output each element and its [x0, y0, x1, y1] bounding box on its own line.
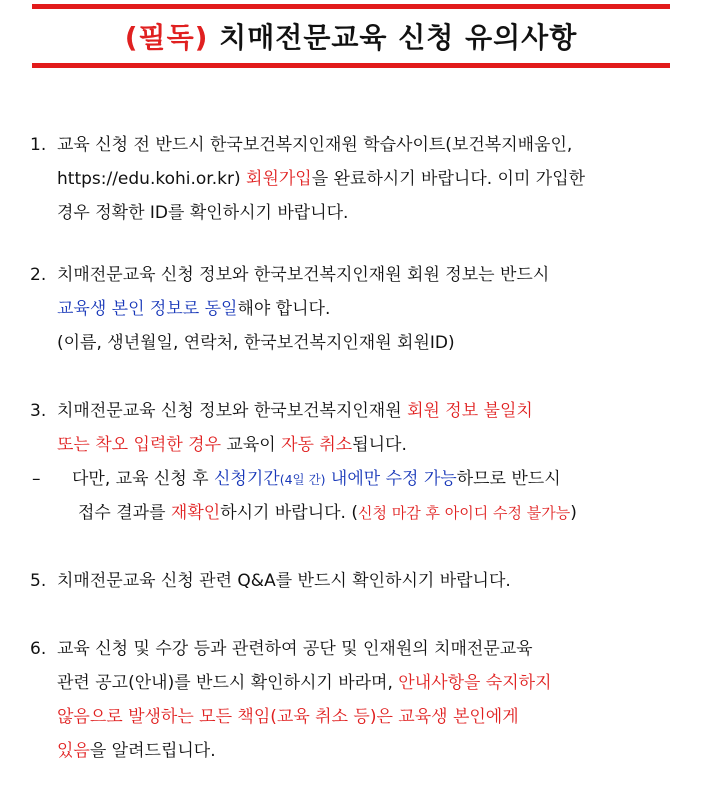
notice-item-3 [30, 394, 675, 530]
item-line: 하시기 바랍니다. ( [220, 503, 359, 523]
edit-window-highlight: 내에만 수정 가능 [325, 469, 457, 489]
exists-highlight: 있음 [57, 741, 90, 761]
sub-bullet-dash: – [32, 469, 41, 489]
item-line: 해야 합니다. [237, 299, 331, 319]
notice-item-2 [30, 258, 675, 360]
item-line: 하므로 반드시 [456, 469, 561, 489]
bottom-rule [32, 63, 670, 68]
wrong-input-highlight: 또는 착오 입력한 경우 [57, 435, 222, 455]
item-number: 3. [30, 401, 47, 421]
item-number: 6. [30, 639, 47, 659]
same-info-highlight: 교육생 본인 정보로 동일 [57, 299, 238, 319]
title-text: 치매전문교육 신청 유의사항 [208, 21, 578, 54]
item-number: 5. [30, 571, 47, 591]
item-line: (이름, 생년월일, 연락처, 한국보건복지인재원 회원ID) [57, 333, 455, 353]
item-line: 관련 공고(안내)를 반드시 확인하시기 바라며, [57, 673, 399, 693]
period-days: (4일 간) [279, 472, 326, 487]
item-line: 접수 결과를 [78, 503, 171, 523]
notice-item-1 [30, 128, 675, 230]
item-number: 1. [30, 135, 47, 155]
item-line: 치매전문교육 신청 관련 Q&A를 반드시 확인하시기 바랍니다. [57, 571, 511, 591]
notice-item-5 [30, 564, 675, 598]
no-edit-note: 신청 마감 후 아이디 수정 불가능 [358, 504, 571, 522]
signup-highlight: 회원가입 [246, 169, 312, 189]
top-rule [32, 4, 670, 9]
item-number: 2. [30, 265, 47, 285]
item-line: https://edu.kohi.or.kr) [57, 169, 247, 189]
item-line: 치매전문교육 신청 정보와 한국보건복지인재원 [57, 401, 408, 421]
item-line: 교육 신청 및 수강 등과 관련하여 공단 및 인재원의 치매전문교육 [57, 639, 533, 659]
page-title [32, 16, 670, 60]
item-line: 을 알려드립니다. [89, 741, 216, 761]
responsibility-highlight: 않음으로 발생하는 모든 책임(교육 취소 등)은 교육생 본인에게 [57, 707, 519, 727]
item-line: 을 완료하시기 바랍니다. 이미 가입한 [311, 169, 586, 189]
period-highlight: 신청기간 [213, 469, 280, 489]
recheck-highlight: 재확인 [170, 503, 221, 523]
item-line: ) [570, 503, 577, 523]
mismatch-highlight: 회원 정보 불일치 [407, 401, 533, 421]
notice-highlight: 안내사항을 숙지하지 [398, 673, 552, 693]
item-line: 다만, 교육 신청 후 [72, 469, 214, 489]
item-line: 교육 신청 전 반드시 한국보건복지인재원 학습사이트(보건복지배움인, [57, 135, 573, 155]
title-prefix: (필독) [124, 21, 209, 54]
item-line: 교육이 [221, 435, 282, 455]
notice-item-6 [30, 632, 675, 768]
auto-cancel-highlight: 자동 취소 [281, 435, 353, 455]
item-line: 됩니다. [352, 435, 407, 455]
item-line: 치매전문교육 신청 정보와 한국보건복지인재원 회원 정보는 반드시 [57, 265, 550, 285]
item-line: 경우 정확한 ID를 확인하시기 바랍니다. [57, 203, 349, 223]
